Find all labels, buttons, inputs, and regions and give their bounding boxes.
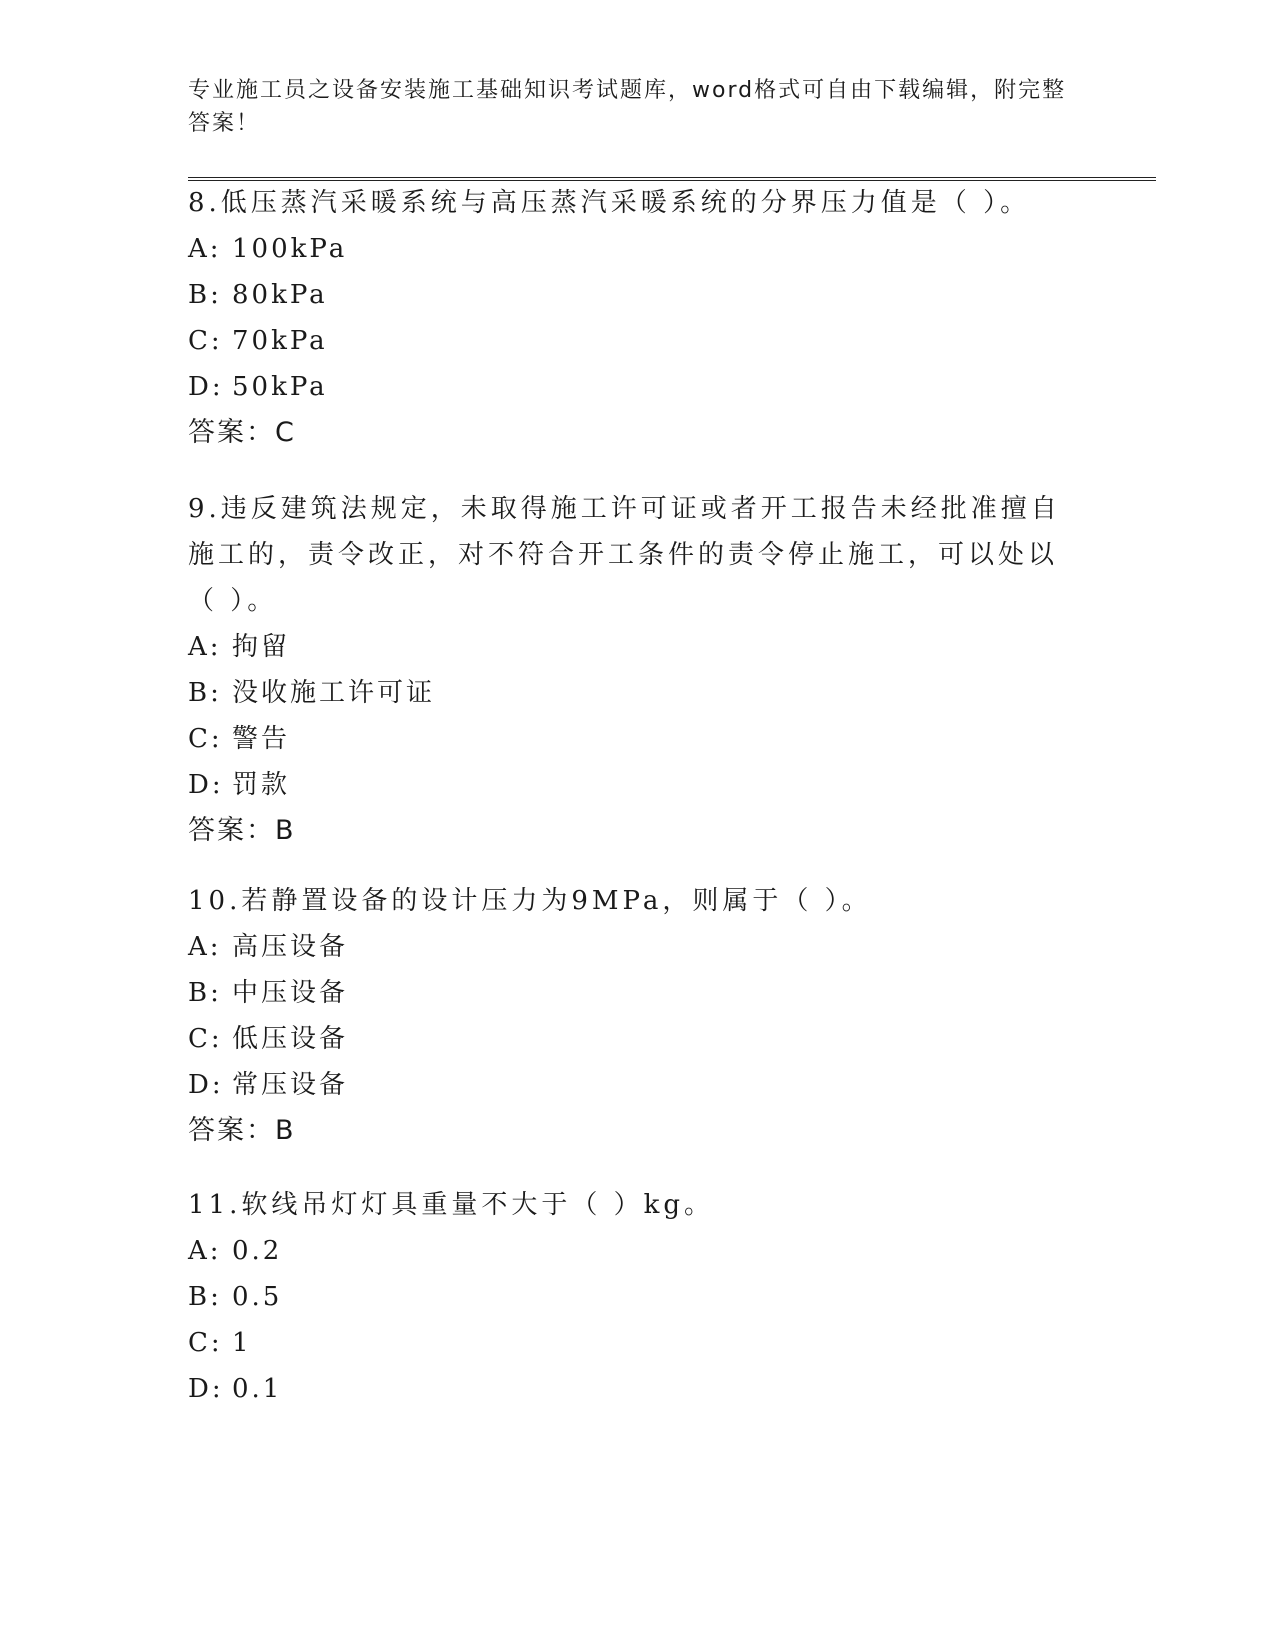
option-text: 中压设备 [232,978,349,1008]
option-letter: C: [188,1024,223,1054]
option-a [188,1228,1068,1274]
option-a [188,624,1068,670]
option-c [188,1016,1068,1062]
question-stem: 10.若静置设备的设计压力为9MPa，则属于（ ）。 [188,886,872,916]
option-letter: B: [188,678,222,708]
option-letter: B: [188,978,222,1008]
option-letter: C: [188,1328,223,1358]
option-letter: B: [188,280,222,310]
option-text: 100kPa [232,234,348,264]
option-text: 70kPa [232,326,328,356]
question-8 [188,180,1068,456]
option-b [188,970,1068,1016]
answer-label: 答案：B [188,1115,296,1146]
option-text: 0.1 [232,1374,283,1404]
option-text: 1 [232,1328,252,1358]
question-stem: 11.软线吊灯灯具重量不大于（ ）kg。 [188,1190,715,1220]
option-text: 警告 [232,724,291,754]
option-letter: C: [188,326,223,356]
option-text: 80kPa [232,280,328,310]
option-letter: D: [188,770,224,800]
option-letter: A: [188,1236,222,1266]
option-b [188,272,1068,318]
option-text: 罚款 [232,770,291,800]
option-text: 没收施工许可证 [232,678,436,708]
option-text: 低压设备 [232,1024,349,1054]
question-stem: 9.违反建筑法规定，未取得施工许可证或者开工报告未经批准擅自施工的，责令改正，对不符合开工条件的责令停止施工，可以处以（ ）。 [188,494,1061,616]
option-d [188,1366,1068,1412]
option-c [188,318,1068,364]
option-d [188,1062,1068,1108]
option-letter: A: [188,632,222,662]
option-b [188,1274,1068,1320]
option-text: 高压设备 [232,932,349,962]
option-text: 拘留 [232,632,291,662]
option-d [188,762,1068,808]
option-a [188,226,1068,272]
option-text: 0.5 [232,1282,283,1312]
option-b [188,670,1068,716]
option-text: 常压设备 [232,1070,349,1100]
answer-label: 答案：B [188,815,296,846]
option-letter: D: [188,1070,224,1100]
option-a [188,924,1068,970]
question-11 [188,1182,1068,1412]
option-letter: A: [188,234,222,264]
option-letter: B: [188,1282,222,1312]
option-d [188,364,1068,410]
question-9 [188,486,1068,854]
option-letter: C: [188,724,223,754]
question-stem: 8.低压蒸汽采暖系统与高压蒸汽采暖系统的分界压力值是（ ）。 [188,188,1031,218]
option-letter: A: [188,932,222,962]
option-text: 50kPa [232,372,328,402]
option-text: 0.2 [232,1236,283,1266]
option-c [188,716,1068,762]
question-10 [188,878,1068,1154]
option-c [188,1320,1068,1366]
answer-label: 答案：C [188,417,296,448]
option-letter: D: [188,372,224,402]
option-letter: D: [188,1374,224,1404]
document-header: 专业施工员之设备安装施工基础知识考试题库，word格式可自由下载编辑，附完整答案！ [188,78,1067,136]
